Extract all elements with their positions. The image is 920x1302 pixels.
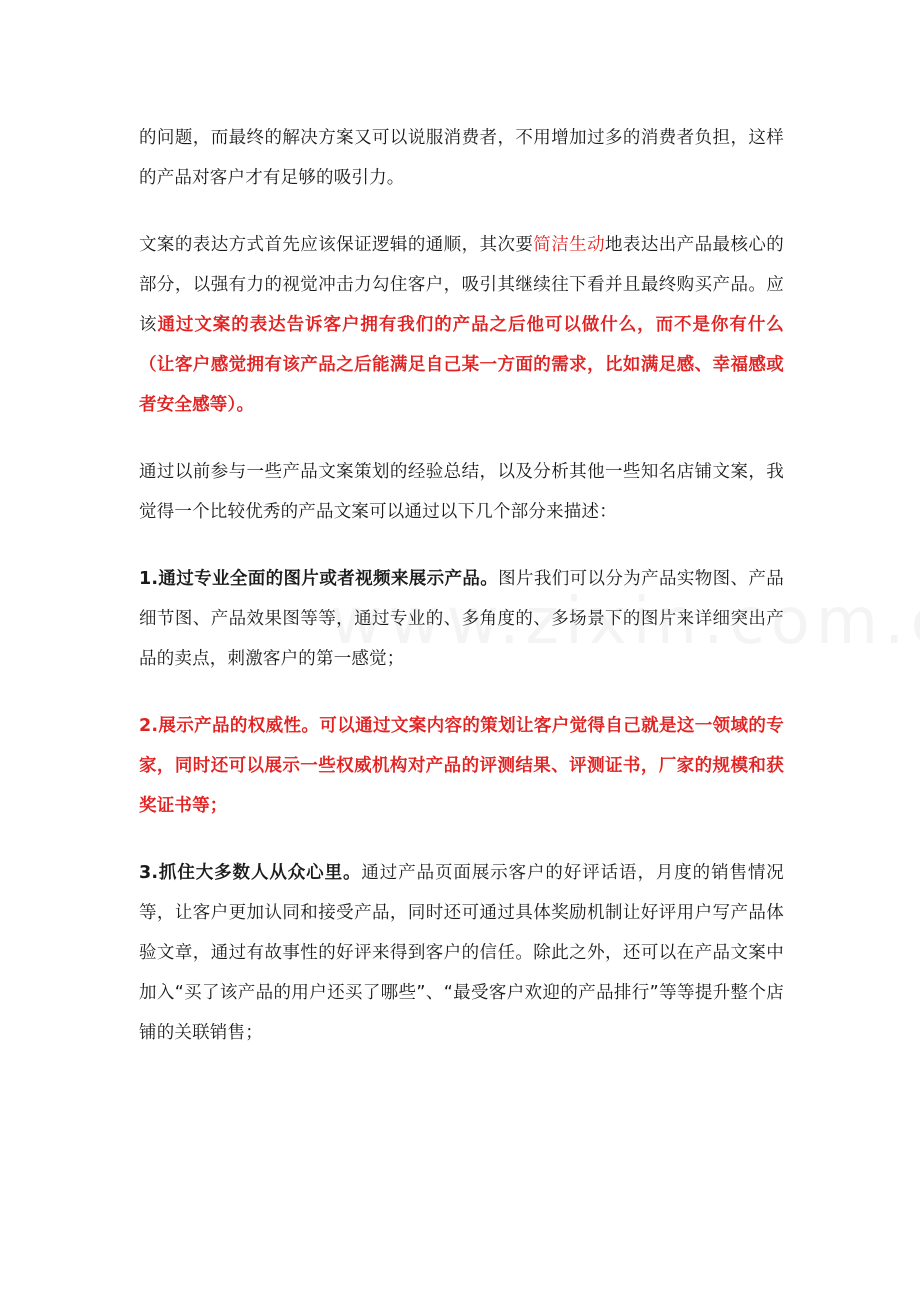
point-3-heading: 3.抓住大多数人从众心里。 (139, 863, 362, 883)
text-segment: 文案的表达方式首先应该保证逻辑的通顺，其次要 (139, 235, 534, 255)
paragraph-intro-conclusion (139, 118, 784, 198)
point-1-heading: 1.通过专业全面的图片或者视频来展示产品。 (139, 569, 499, 589)
paragraph-point-1 (139, 559, 784, 679)
highlight-concise-vivid: 简洁生动 (533, 235, 605, 255)
text-segment: 通过以前参与一些产品文案策划的经验总结，以及分析其他一些知名店铺文案，我觉得一个比较优秀的产品文案可以通过以下几个部分来描述： (139, 462, 784, 522)
text-segment: 的问题，而最终的解决方案又可以说服消费者，不用增加过多的消费者负担，这样的产品对客户才有足够的吸引力。 (139, 128, 784, 188)
paragraph-experience-summary (139, 452, 784, 532)
point-2-text: 2.展示产品的权威性。可以通过文案内容的策划让客户觉得自己就是这一领域的专家，同时还可以展示一些权威机构对产品的评测结果、评测证书，厂家的规模和获奖证书等； (139, 716, 784, 816)
document-body (139, 118, 784, 1080)
text-segment: 通过产品页面展示客户的好评话语，月度的销售情况等，让客户更加认同和接受产品，同时还可通过具体奖励机制让好评用户写产品体验文章，通过有故事性的好评来得到客户的信任。除此之外，还可以在产品文案中加入“买了该产品的用户还买了哪些”、“最受客户欢迎的产品排行”等等提升整个店铺的关联销售； (139, 863, 784, 1043)
paragraph-expression (139, 225, 784, 425)
paragraph-point-2 (139, 706, 784, 826)
paragraph-point-3 (139, 853, 784, 1053)
text-segment: 图片我们可以分为产品实物图、产品细节图、产品效果图等等，通过专业的、多角度的、多场景下的图片来详细突出产品的卖点，刺激客户的第一感觉； (139, 569, 784, 669)
text-segment: 地表达出产品最核心的部分，以强有力的视觉冲击力勾住客户，吸引其继续往下看并且最终购买产品。应该 (139, 235, 785, 335)
highlight-what-customer-can-do: 通过文案的表达告诉客户拥有我们的产品之后他可以做什么，而不是你有什么（让客户感觉拥有该产品之后能满足自己某一方面的需求，比如满足感、幸福感或者安全感等）。 (139, 315, 784, 415)
